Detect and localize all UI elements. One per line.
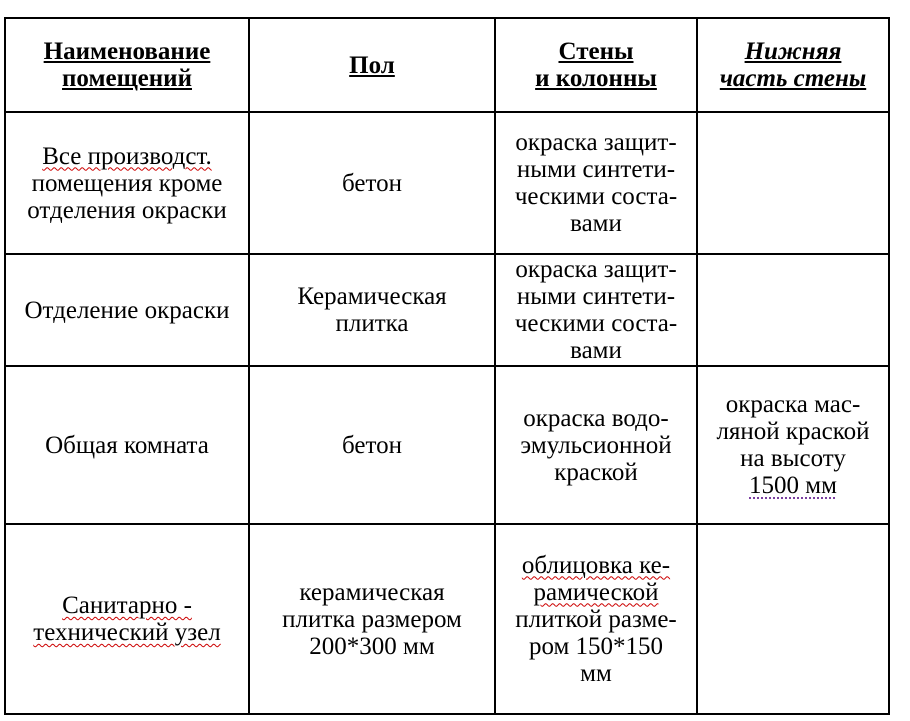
cell-floor: бетон — [249, 112, 495, 254]
cell-room: Общая комната — [5, 366, 249, 524]
cell-walls: облицовка ке- рамической плиткой разме- ром 150*150 мм — [495, 524, 697, 714]
cell-lower — [697, 254, 889, 366]
cell-lower — [697, 112, 889, 254]
finishing-table — [4, 17, 890, 715]
table-row — [5, 524, 889, 714]
cell-lower: окраска мас- ляной краской на высоту 1500 мм — [697, 366, 889, 524]
cell-room: Санитарно - технический узел — [5, 524, 249, 714]
cell-lower — [697, 524, 889, 714]
header-row — [5, 18, 889, 112]
table-row — [5, 366, 889, 524]
cell-walls: окраска защит- ными синтети- ческими соста- вами — [495, 112, 697, 254]
header-floor: Пол — [249, 18, 495, 112]
header-lower-wall: Нижняя часть стены — [697, 18, 889, 112]
cell-floor: Керамическая плитка — [249, 254, 495, 366]
header-room-name: Наименование помещений — [5, 18, 249, 112]
cell-walls: окраска водо- эмульсионной краской — [495, 366, 697, 524]
cell-floor: керамическая плитка размером 200*300 мм — [249, 524, 495, 714]
cell-walls: окраска защит- ными синтети- ческими соста- вами — [495, 254, 697, 366]
table-row — [5, 112, 889, 254]
cell-room: Отделение окраски — [5, 254, 249, 366]
cell-floor: бетон — [249, 366, 495, 524]
table-row — [5, 254, 889, 366]
header-walls-columns: Стены и колонны — [495, 18, 697, 112]
cell-room: Все производст. помещения кроме отделения окраски — [5, 112, 249, 254]
